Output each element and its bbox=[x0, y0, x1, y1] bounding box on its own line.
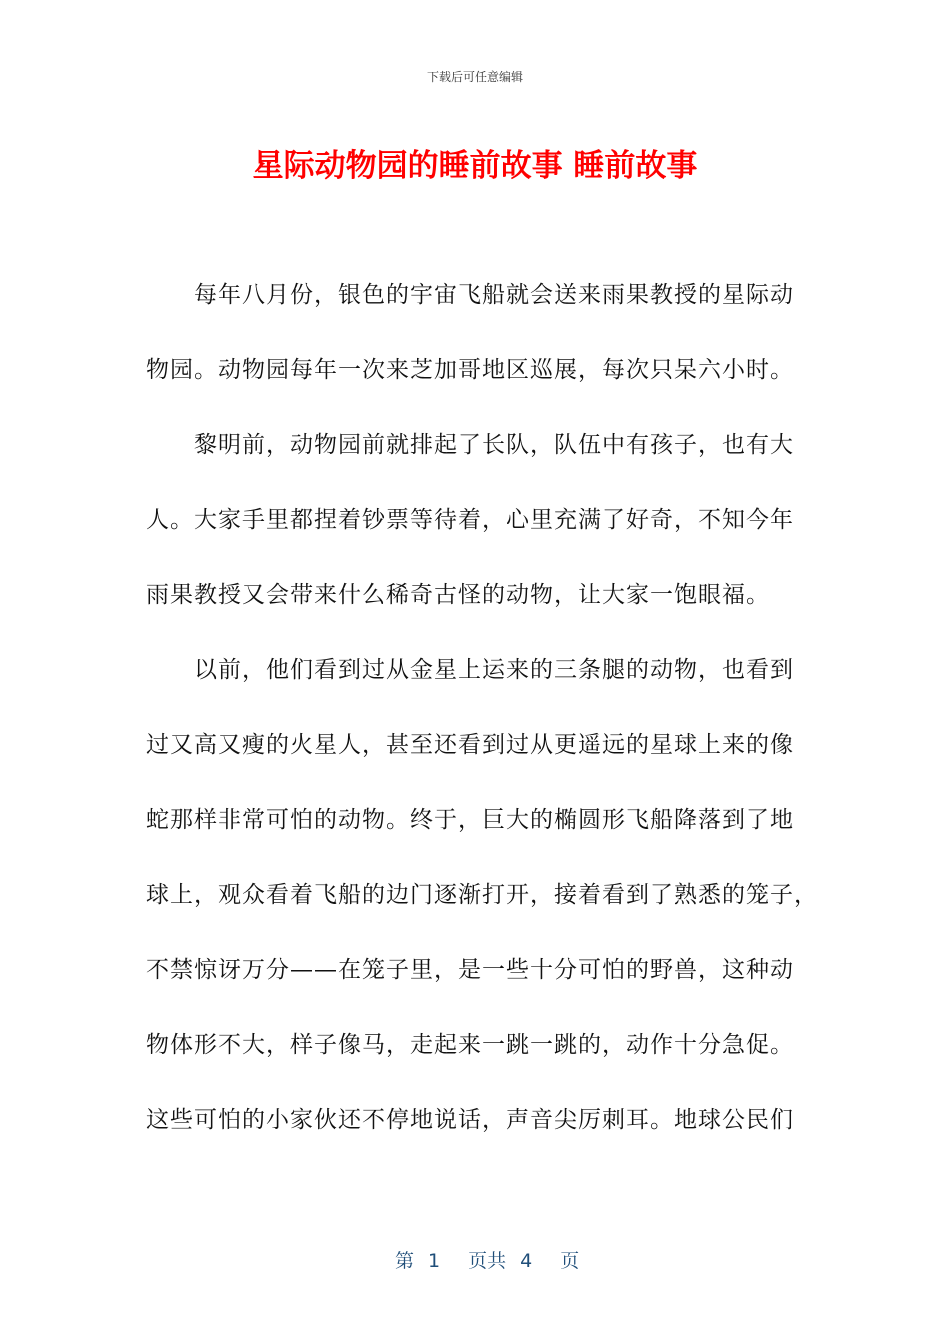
text-line: 蛇那样非常可怕的动物。终于，巨大的椭圆形飞船降落到了地 bbox=[146, 807, 794, 833]
text-line: 这些可怕的小家伙还不停地说话，声音尖厉刺耳。地球公民们 bbox=[146, 1107, 794, 1133]
text-line: 人。大家手里都捏着钞票等待着，心里充满了好奇，不知今年 bbox=[146, 507, 794, 533]
document-title: 星际动物园的睡前故事 睡前故事 bbox=[252, 148, 698, 184]
footer-prefix: 第 bbox=[394, 1250, 414, 1272]
story-body bbox=[146, 270, 818, 1170]
footer-page-number: 1 bbox=[427, 1250, 441, 1272]
text-line: 物体形不大，样子像马，走起来一跳一跳的，动作十分急促。 bbox=[146, 1032, 794, 1058]
footer-total-pages: 4 bbox=[520, 1250, 533, 1272]
text-line: 以前，他们看到过从金星上运来的三条腿的动物，也看到 bbox=[194, 657, 794, 683]
text-line: 球上，观众看着飞船的边门逐渐打开，接着看到了熟悉的笼子， bbox=[146, 882, 818, 908]
header-note: 下载后可任意编辑 bbox=[426, 70, 523, 84]
text-line: 黎明前，动物园前就排起了长队，队伍中有孩子，也有大 bbox=[194, 432, 794, 458]
text-line: 过又高又瘦的火星人，甚至还看到过从更遥远的星球上来的像 bbox=[146, 732, 794, 758]
page-footer bbox=[0, 1224, 950, 1295]
footer-suffix: 页 bbox=[560, 1250, 580, 1272]
text-line: 雨果教授又会带来什么稀奇古怪的动物，让大家一饱眼福。 bbox=[146, 582, 770, 608]
text-line: 不禁惊讶万分——在笼子里，是一些十分可怕的野兽，这种动 bbox=[146, 957, 794, 983]
footer-middle: 页共 bbox=[468, 1250, 507, 1272]
text-line: 每年八月份，银色的宇宙飞船就会送来雨果教授的星际动 bbox=[194, 282, 794, 308]
text-line: 物园。动物园每年一次来芝加哥地区巡展，每次只呆六小时。 bbox=[146, 357, 794, 383]
